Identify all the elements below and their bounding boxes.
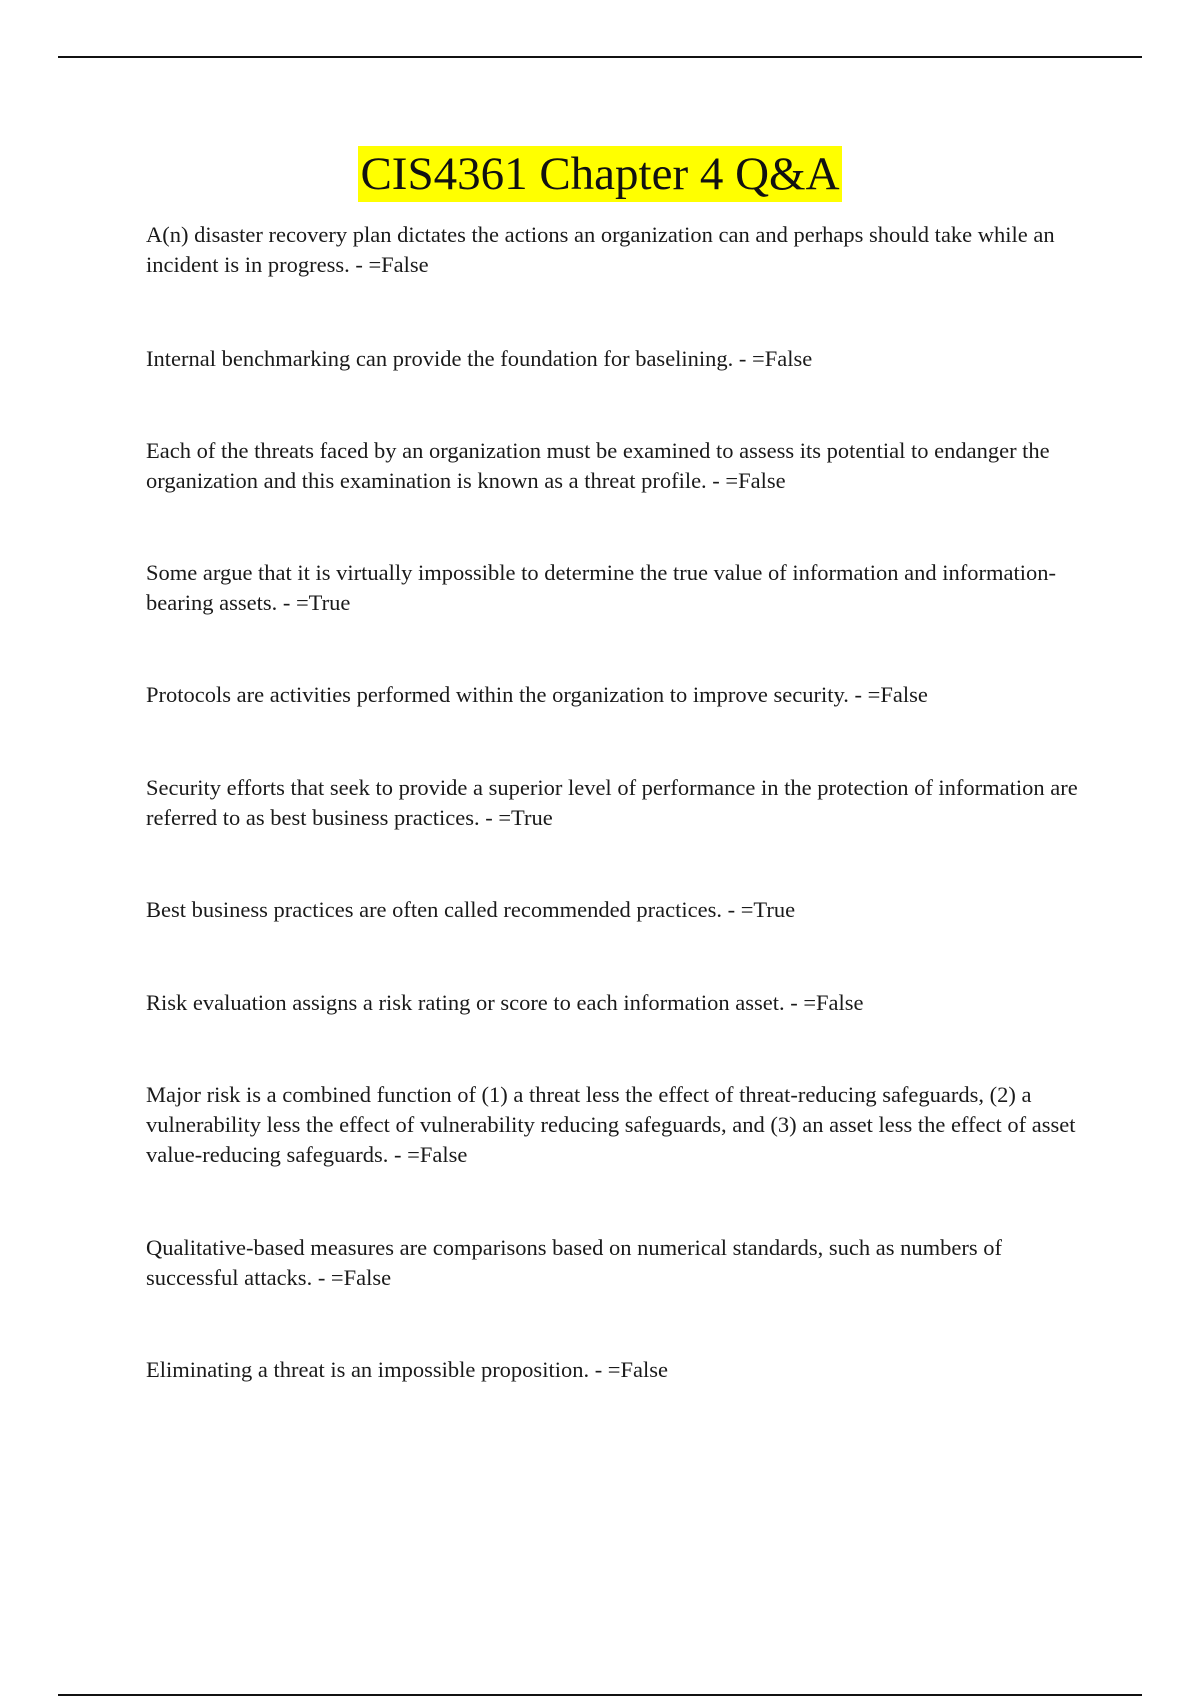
qa-item-10: Qualitative-based measures are comparisons based on numerical standards, such as numbers of successful attacks. - =False xyxy=(146,1235,1002,1290)
qa-item-1: A(n) disaster recovery plan dictates the actions an organization can and perhaps should take while an incident is in progress. - =False xyxy=(146,222,1055,277)
qa-item-7: Best business practices are often called recommended practices. - =True xyxy=(146,897,796,922)
qa-item-6: Security efforts that seek to provide a superior level of performance in the protection of information are referred to as best business practices. - =True xyxy=(146,775,1078,830)
qa-item-9: Major risk is a combined function of (1) a threat less the effect of threat-reducing safeguards, (2) a vulnerability less the effect of vulnerability reducing safeguards, and (3) an asset less the effect of asset value-reducing safeguards. - =False xyxy=(146,1082,1076,1167)
document-title: CIS4361 Chapter 4 Q&A xyxy=(360,148,840,200)
qa-item-11: Eliminating a threat is an impossible proposition. - =False xyxy=(146,1357,668,1382)
qa-item-2: Internal benchmarking can provide the foundation for baselining. - =False xyxy=(146,346,813,371)
qa-item-4: Some argue that it is virtually impossible to determine the true value of information and information-bearing assets. - =True xyxy=(146,560,1056,615)
bottom-rule xyxy=(58,1694,1142,1696)
qa-item-8: Risk evaluation assigns a risk rating or score to each information asset. - =False xyxy=(146,990,864,1015)
title-block xyxy=(0,146,1200,202)
qa-item-3: Each of the threats faced by an organization must be examined to assess its potential to endanger the organization and this examination is known as a threat profile. - =False xyxy=(146,438,1050,493)
top-rule xyxy=(58,56,1142,58)
qa-item-5: Protocols are activities performed within the organization to improve security. - =False xyxy=(146,682,928,707)
